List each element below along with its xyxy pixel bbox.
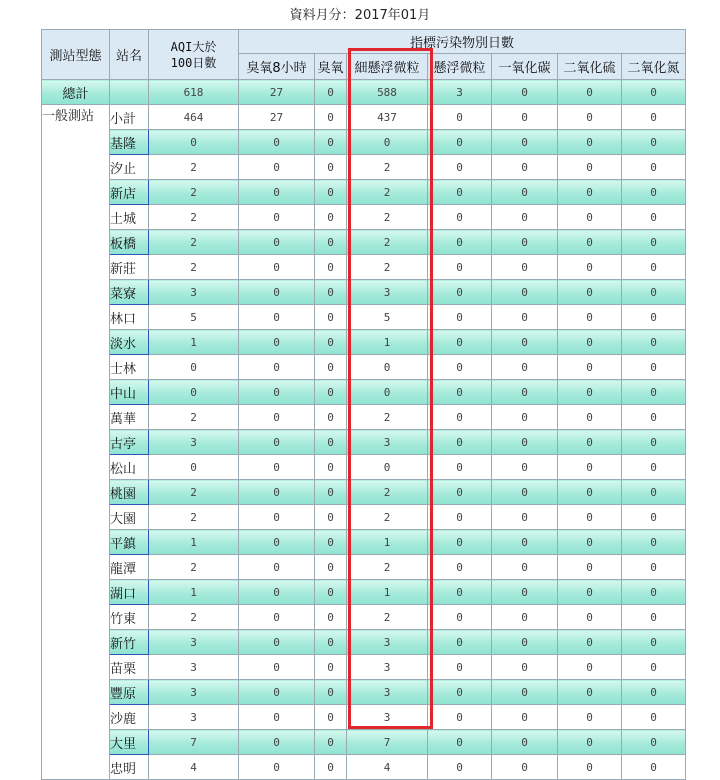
table-cell: 0 <box>428 130 492 155</box>
table-cell: 0 <box>149 130 239 155</box>
table-cell: 0 <box>315 505 347 530</box>
table-cell: 0 <box>558 155 622 180</box>
station-row <box>42 630 686 655</box>
table-cell: 0 <box>315 630 347 655</box>
table-cell: 0 <box>428 655 492 680</box>
table-cell: 0 <box>622 205 686 230</box>
table-cell: 2 <box>347 405 428 430</box>
table-cell: 0 <box>315 280 347 305</box>
table-cell: 3 <box>149 280 239 305</box>
station-name-cell: 平鎮 <box>110 530 149 555</box>
station-row <box>42 305 686 330</box>
table-cell: 0 <box>622 230 686 255</box>
table-cell: 0 <box>428 255 492 280</box>
station-name-cell: 新店 <box>110 180 149 205</box>
station-row <box>42 155 686 180</box>
station-row <box>42 755 686 780</box>
station-name-cell: 基隆 <box>110 130 149 155</box>
table-cell: 0 <box>315 455 347 480</box>
table-cell: 618 <box>149 80 239 105</box>
table-cell: 2 <box>347 230 428 255</box>
station-name-cell: 忠明 <box>110 755 149 780</box>
station-row <box>42 180 686 205</box>
table-cell: 0 <box>239 555 315 580</box>
table-cell: 1 <box>149 580 239 605</box>
station-row <box>42 730 686 755</box>
total-row <box>42 80 686 105</box>
table-cell: 0 <box>315 705 347 730</box>
table-cell: 0 <box>315 305 347 330</box>
table-cell: 0 <box>558 355 622 380</box>
table-cell: 0 <box>239 580 315 605</box>
table-cell: 0 <box>558 730 622 755</box>
table-cell: 0 <box>239 405 315 430</box>
table-cell: 0 <box>622 80 686 105</box>
table-cell: 0 <box>428 105 492 130</box>
table-cell: 0 <box>149 355 239 380</box>
table-cell: 0 <box>428 730 492 755</box>
table-cell: 2 <box>149 505 239 530</box>
station-name-cell: 土城 <box>110 205 149 230</box>
table-cell: 0 <box>622 705 686 730</box>
table-cell: 0 <box>428 205 492 230</box>
table-cell: 0 <box>622 480 686 505</box>
table-cell: 1 <box>149 530 239 555</box>
table-cell: 0 <box>492 430 558 455</box>
table-cell: 0 <box>558 105 622 130</box>
table-cell: 437 <box>347 105 428 130</box>
table-cell: 2 <box>149 480 239 505</box>
station-name-cell: 沙鹿 <box>110 705 149 730</box>
table-cell: 0 <box>428 155 492 180</box>
table-cell: 3 <box>149 430 239 455</box>
station-row <box>42 480 686 505</box>
table-cell: 0 <box>428 430 492 455</box>
table-cell: 3 <box>347 655 428 680</box>
table-cell: 0 <box>558 180 622 205</box>
station-name-cell: 古亭 <box>110 430 149 455</box>
table-cell: 0 <box>622 730 686 755</box>
table-cell: 0 <box>558 280 622 305</box>
data-month-caption: 資料月分：2017年01月 <box>289 8 431 23</box>
station-row <box>42 680 686 705</box>
table-cell: 0 <box>492 530 558 555</box>
table-cell: 0 <box>347 455 428 480</box>
table-cell: 0 <box>622 405 686 430</box>
table-cell: 1 <box>347 330 428 355</box>
table-cell: 0 <box>315 530 347 555</box>
table-cell: 0 <box>492 280 558 305</box>
table-cell: 0 <box>428 680 492 705</box>
table-cell: 5 <box>347 305 428 330</box>
table-cell: 0 <box>558 255 622 280</box>
station-row <box>42 430 686 455</box>
table-cell: 0 <box>239 430 315 455</box>
table-cell: 0 <box>149 380 239 405</box>
table-cell: 0 <box>558 605 622 630</box>
table-cell: 0 <box>315 205 347 230</box>
station-name-cell: 竹東 <box>110 605 149 630</box>
table-cell: 2 <box>149 155 239 180</box>
table-cell: 0 <box>347 380 428 405</box>
table-cell: 0 <box>428 280 492 305</box>
table-cell: 0 <box>239 355 315 380</box>
table-cell: 0 <box>315 155 347 180</box>
station-name-cell: 菜寮 <box>110 280 149 305</box>
table-cell: 0 <box>622 605 686 630</box>
subtotal-row <box>42 105 686 130</box>
table-cell: 0 <box>315 230 347 255</box>
table-cell: 0 <box>622 580 686 605</box>
empty-cell <box>110 80 149 105</box>
table-cell: 0 <box>492 505 558 530</box>
station-name-cell: 大里 <box>110 730 149 755</box>
table-cell: 0 <box>428 180 492 205</box>
table-cell: 0 <box>558 480 622 505</box>
table-cell: 2 <box>347 605 428 630</box>
table-cell: 0 <box>239 705 315 730</box>
station-name-cell: 萬華 <box>110 405 149 430</box>
table-cell: 0 <box>492 255 558 280</box>
table-cell: 0 <box>492 730 558 755</box>
table-cell: 0 <box>239 330 315 355</box>
pollutant-header: 臭氧 <box>315 54 347 80</box>
table-cell: 0 <box>347 130 428 155</box>
table-cell: 0 <box>622 330 686 355</box>
station-row <box>42 705 686 730</box>
station-row <box>42 655 686 680</box>
station-row <box>42 380 686 405</box>
pollutant-header: 臭氧8小時 <box>239 54 315 80</box>
table-cell: 0 <box>492 580 558 605</box>
table-cell: 0 <box>558 655 622 680</box>
pollutant-header: 一氧化碳 <box>492 54 558 80</box>
station-name-cell: 桃園 <box>110 480 149 505</box>
table-cell: 0 <box>492 705 558 730</box>
table-cell: 0 <box>622 630 686 655</box>
table-cell: 0 <box>622 430 686 455</box>
table-cell: 3 <box>347 430 428 455</box>
station-row <box>42 530 686 555</box>
station-name-cell: 汐止 <box>110 155 149 180</box>
table-cell: 0 <box>492 480 558 505</box>
pollutant-header: 二氧化硫 <box>558 54 622 80</box>
table-cell: 0 <box>428 580 492 605</box>
station-row <box>42 505 686 530</box>
table-cell: 0 <box>428 355 492 380</box>
table-cell: 0 <box>622 355 686 380</box>
table-cell: 2 <box>149 205 239 230</box>
table-cell: 0 <box>492 155 558 180</box>
table-cell: 0 <box>492 455 558 480</box>
station-name-header: 站名 <box>110 30 149 80</box>
table-cell: 0 <box>558 380 622 405</box>
table-cell: 3 <box>149 680 239 705</box>
table-cell: 0 <box>315 730 347 755</box>
station-row <box>42 580 686 605</box>
table-cell: 3 <box>347 630 428 655</box>
table-cell: 0 <box>315 330 347 355</box>
table-cell: 0 <box>558 230 622 255</box>
table-cell: 2 <box>347 155 428 180</box>
table-cell: 0 <box>622 305 686 330</box>
station-name-cell: 大園 <box>110 505 149 530</box>
table-cell: 464 <box>149 105 239 130</box>
station-row <box>42 405 686 430</box>
table-cell: 2 <box>149 255 239 280</box>
station-row <box>42 255 686 280</box>
table-cell: 0 <box>239 480 315 505</box>
pollutant-header: 細懸浮微粒 <box>347 54 428 80</box>
table-cell: 0 <box>492 680 558 705</box>
station-row <box>42 205 686 230</box>
station-name-cell: 中山 <box>110 380 149 405</box>
table-cell: 0 <box>428 330 492 355</box>
table-cell: 0 <box>428 530 492 555</box>
table-cell: 0 <box>239 380 315 405</box>
table-cell: 0 <box>428 230 492 255</box>
table-cell: 0 <box>558 755 622 780</box>
station-name-cell: 淡水 <box>110 330 149 355</box>
table-cell: 3 <box>347 280 428 305</box>
table-cell: 588 <box>347 80 428 105</box>
table-cell: 0 <box>492 605 558 630</box>
table-cell: 0 <box>239 730 315 755</box>
header-row-1 <box>42 30 686 54</box>
station-name-cell: 新竹 <box>110 630 149 655</box>
station-name-cell: 板橋 <box>110 230 149 255</box>
station-row <box>42 280 686 305</box>
total-label: 總計 <box>42 80 110 105</box>
table-cell: 0 <box>558 555 622 580</box>
table-cell: 0 <box>239 180 315 205</box>
table-cell: 0 <box>315 255 347 280</box>
table-cell: 0 <box>239 305 315 330</box>
table-cell: 2 <box>347 205 428 230</box>
station-type-cell: 一般測站 <box>42 105 110 780</box>
station-name-cell: 苗栗 <box>110 655 149 680</box>
table-cell: 0 <box>492 230 558 255</box>
table-cell: 1 <box>347 530 428 555</box>
table-cell: 0 <box>622 505 686 530</box>
table-cell: 0 <box>558 705 622 730</box>
table-cell: 0 <box>239 280 315 305</box>
station-name-cell: 林口 <box>110 305 149 330</box>
table-cell: 0 <box>558 580 622 605</box>
table-cell: 0 <box>492 755 558 780</box>
table-cell: 0 <box>149 455 239 480</box>
table-cell: 0 <box>558 680 622 705</box>
table-cell: 0 <box>558 330 622 355</box>
table-cell: 0 <box>492 80 558 105</box>
station-row <box>42 355 686 380</box>
aqi-header-line-2: 100日數 <box>170 55 217 70</box>
table-cell: 0 <box>315 80 347 105</box>
table-cell: 3 <box>149 705 239 730</box>
table-cell: 0 <box>239 755 315 780</box>
table-cell: 0 <box>315 655 347 680</box>
table-cell: 0 <box>558 430 622 455</box>
station-row <box>42 330 686 355</box>
table-cell: 0 <box>239 530 315 555</box>
table-cell: 0 <box>239 255 315 280</box>
table-cell: 0 <box>428 405 492 430</box>
station-row <box>42 555 686 580</box>
table-cell: 0 <box>315 680 347 705</box>
table-cell: 0 <box>558 80 622 105</box>
station-row <box>42 605 686 630</box>
table-cell: 0 <box>622 180 686 205</box>
table-cell: 0 <box>239 630 315 655</box>
station-name-cell: 士林 <box>110 355 149 380</box>
table-cell: 0 <box>558 455 622 480</box>
table-cell: 0 <box>558 630 622 655</box>
table-cell: 0 <box>239 605 315 630</box>
table-cell: 0 <box>315 430 347 455</box>
station-name-cell: 松山 <box>110 455 149 480</box>
table-cell: 7 <box>347 730 428 755</box>
station-name-cell: 湖口 <box>110 580 149 605</box>
table-cell: 0 <box>239 505 315 530</box>
table-cell: 0 <box>492 105 558 130</box>
table-cell: 0 <box>622 255 686 280</box>
table-cell: 2 <box>347 505 428 530</box>
table-cell: 0 <box>492 180 558 205</box>
table-cell: 2 <box>149 180 239 205</box>
table-cell: 0 <box>492 305 558 330</box>
table-cell: 0 <box>428 305 492 330</box>
table-cell: 0 <box>492 130 558 155</box>
table-cell: 0 <box>315 555 347 580</box>
indicator-pollutant-group-header: 指標污染物別日數 <box>239 30 686 54</box>
table-cell: 2 <box>149 405 239 430</box>
table-cell: 0 <box>428 455 492 480</box>
table-cell: 0 <box>239 655 315 680</box>
station-row <box>42 130 686 155</box>
table-cell: 5 <box>149 305 239 330</box>
station-type-header: 測站型態 <box>42 30 110 80</box>
table-cell: 0 <box>622 530 686 555</box>
table-cell: 0 <box>428 380 492 405</box>
table-cell: 0 <box>428 755 492 780</box>
table-cell: 3 <box>347 680 428 705</box>
station-name-cell: 新莊 <box>110 255 149 280</box>
table-cell: 0 <box>492 380 558 405</box>
table-cell: 0 <box>492 555 558 580</box>
table-cell: 0 <box>622 680 686 705</box>
station-name-cell: 龍潭 <box>110 555 149 580</box>
table-cell: 0 <box>492 405 558 430</box>
table-cell: 0 <box>315 380 347 405</box>
table-cell: 0 <box>428 605 492 630</box>
table-cell: 1 <box>149 330 239 355</box>
table-cell: 0 <box>622 280 686 305</box>
table-cell: 0 <box>558 305 622 330</box>
table-cell: 2 <box>149 605 239 630</box>
table-cell: 0 <box>622 130 686 155</box>
table-cell: 0 <box>622 655 686 680</box>
table-cell: 0 <box>315 180 347 205</box>
table-cell: 2 <box>149 555 239 580</box>
table-cell: 3 <box>347 705 428 730</box>
table-cell: 0 <box>315 755 347 780</box>
table-cell: 0 <box>558 530 622 555</box>
table-cell: 0 <box>315 580 347 605</box>
aqi-over-100-header <box>149 30 239 80</box>
table-cell: 0 <box>558 405 622 430</box>
table-cell: 0 <box>428 505 492 530</box>
table-cell: 0 <box>622 155 686 180</box>
table-cell: 0 <box>558 205 622 230</box>
table-cell: 0 <box>428 480 492 505</box>
table-cell: 0 <box>428 555 492 580</box>
table-cell: 0 <box>428 705 492 730</box>
table-cell: 0 <box>428 630 492 655</box>
table-cell: 3 <box>149 655 239 680</box>
table-cell: 4 <box>347 755 428 780</box>
table-cell: 27 <box>239 105 315 130</box>
table-cell: 27 <box>239 80 315 105</box>
table-cell: 0 <box>622 380 686 405</box>
table-cell: 0 <box>622 455 686 480</box>
table-cell: 0 <box>558 505 622 530</box>
table-cell: 0 <box>315 405 347 430</box>
table-cell: 0 <box>492 655 558 680</box>
table-cell: 0 <box>622 555 686 580</box>
station-row <box>42 455 686 480</box>
table-cell: 0 <box>315 480 347 505</box>
table-cell: 2 <box>149 230 239 255</box>
aqi-days-table <box>41 29 686 780</box>
table-cell: 0 <box>239 230 315 255</box>
table-cell: 2 <box>347 180 428 205</box>
table-cell: 4 <box>149 755 239 780</box>
table-cell: 0 <box>492 355 558 380</box>
table-cell: 0 <box>492 205 558 230</box>
subtotal-label: 小計 <box>110 105 149 130</box>
pollutant-header: 懸浮微粒 <box>428 54 492 80</box>
table-cell: 7 <box>149 730 239 755</box>
table-cell: 0 <box>239 130 315 155</box>
station-row <box>42 230 686 255</box>
table-cell: 0 <box>315 355 347 380</box>
table-cell: 0 <box>622 755 686 780</box>
table-cell: 2 <box>347 480 428 505</box>
table-cell: 2 <box>347 255 428 280</box>
pollutant-header: 二氧化氮 <box>622 54 686 80</box>
table-cell: 0 <box>315 105 347 130</box>
table-cell: 0 <box>315 605 347 630</box>
table-cell: 0 <box>239 455 315 480</box>
table-cell: 0 <box>239 680 315 705</box>
table-cell: 0 <box>492 330 558 355</box>
table-cell: 0 <box>239 155 315 180</box>
table-cell: 3 <box>149 630 239 655</box>
table-cell: 0 <box>315 130 347 155</box>
table-cell: 0 <box>622 105 686 130</box>
table-cell: 0 <box>492 630 558 655</box>
table-cell: 0 <box>239 205 315 230</box>
table-cell: 1 <box>347 580 428 605</box>
table-cell: 3 <box>428 80 492 105</box>
aqi-header-line-1: AQI大於 <box>170 39 217 54</box>
station-name-cell: 豐原 <box>110 680 149 705</box>
table-cell: 2 <box>347 555 428 580</box>
table-cell: 0 <box>558 130 622 155</box>
table-cell: 0 <box>347 355 428 380</box>
